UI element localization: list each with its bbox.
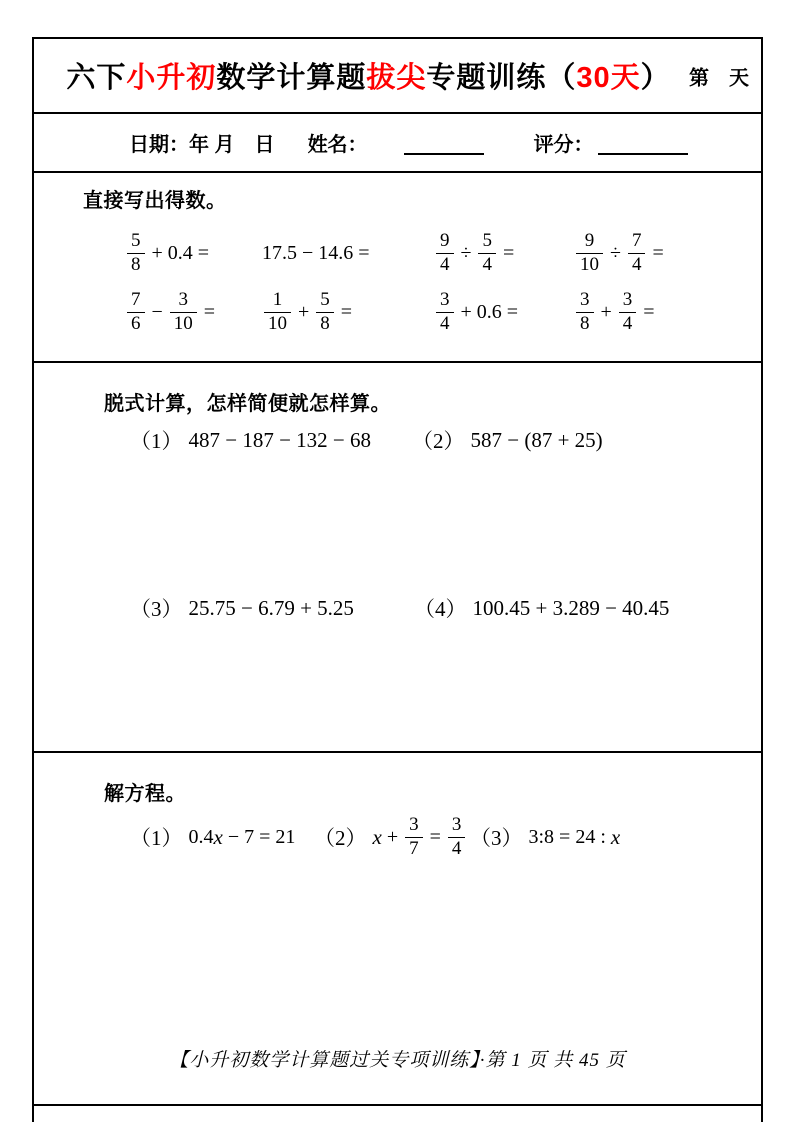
fraction: $\frac{3}{4}$	[436, 290, 454, 334]
title-row	[34, 39, 761, 114]
oral-expression	[574, 225, 664, 281]
problem-expression	[473, 596, 670, 621]
math-text: =	[638, 300, 655, 323]
problem-expression	[189, 825, 296, 850]
problem-expression	[189, 596, 354, 621]
oral-expression	[574, 284, 655, 340]
section-oral-calculation	[34, 173, 761, 363]
score-label: 评分：	[533, 134, 594, 156]
fraction: $\frac{5}{8}$	[316, 290, 334, 334]
score-blank-line	[598, 153, 688, 155]
title-segment: 专题训练（	[426, 62, 577, 94]
problem-expression	[471, 428, 603, 453]
title-segment: ）	[640, 62, 671, 94]
problem-number: （1）	[130, 826, 183, 850]
title-segment: 拔尖	[366, 62, 427, 94]
math-text: 25.75 − 6.79 + 5.25	[188, 595, 354, 620]
problem-expression	[373, 815, 468, 859]
fraction: $\frac{7}{6}$	[127, 290, 145, 334]
day-number-blank: 第 天	[689, 67, 749, 89]
oral-expression	[125, 284, 215, 340]
math-text: 0.4	[188, 825, 214, 848]
date-label: 日期：年 月 日	[129, 134, 275, 156]
math-text: =	[335, 300, 353, 323]
fraction: $\frac{3}{10}$	[170, 290, 197, 334]
problem-number: （3）	[130, 597, 183, 621]
written-problem	[414, 593, 669, 623]
written-problem	[130, 425, 371, 455]
math-text: 587 − (87 + 25)	[470, 427, 603, 452]
problem-number: （1）	[130, 429, 183, 453]
fraction: $\frac{3}{4}$	[448, 815, 466, 859]
problem-number: （2）	[314, 826, 367, 850]
title-segment: 小升初	[126, 62, 217, 94]
name-blank-line	[404, 153, 484, 155]
title-segment: 六下	[66, 62, 127, 94]
equation-problem	[314, 807, 467, 867]
info-bar	[34, 114, 761, 173]
fraction: $\frac{5}{8}$	[127, 231, 145, 275]
section-written-calculation	[34, 363, 761, 753]
math-text: =	[647, 241, 664, 264]
page-title	[34, 55, 761, 96]
problem-number: （2）	[412, 429, 465, 453]
fraction: $\frac{9}{10}$	[576, 231, 603, 275]
problem-number: （3）	[470, 826, 523, 850]
page-footer: 【小升初数学计算题过关专项训练】·第 1 页 共 45 页	[169, 1050, 626, 1071]
math-text: 100.45 + 3.289 − 40.45	[472, 595, 670, 620]
worksheet-border-box	[32, 37, 763, 1122]
written-problem	[130, 593, 354, 623]
written-problem	[412, 425, 603, 455]
section-oral-title: 直接写出得数。	[83, 190, 227, 212]
name-label: 姓名：	[307, 134, 368, 156]
math-text: −	[146, 300, 168, 323]
oral-expression	[262, 225, 370, 281]
math-text: +	[293, 300, 315, 323]
fraction: $\frac{3}{4}$	[619, 290, 637, 334]
fraction: $\frac{3}{8}$	[576, 290, 594, 334]
title-segment: 数学计算题	[216, 62, 367, 94]
oral-expression	[434, 225, 514, 281]
equation-problem	[470, 807, 620, 867]
math-text: 3:8 = 24 :	[528, 825, 611, 848]
math-text: =	[198, 300, 216, 323]
math-variable: x	[372, 824, 382, 849]
math-text: − 7 = 21	[222, 825, 296, 848]
equation-problem	[130, 807, 295, 867]
fraction: $\frac{1}{10}$	[264, 290, 291, 334]
math-text: +	[595, 300, 617, 323]
math-variable: x	[213, 824, 223, 849]
oral-expression	[434, 284, 518, 340]
fraction: $\frac{7}{4}$	[628, 231, 646, 275]
section-solve-equations	[34, 753, 761, 1106]
math-text: + 0.6 =	[455, 300, 519, 323]
problem-expression	[529, 825, 621, 850]
title-segment: 30天	[576, 62, 641, 94]
math-text: ÷	[605, 241, 626, 264]
oral-expression	[262, 284, 352, 340]
math-text: ÷	[455, 241, 477, 264]
problem-expression	[189, 428, 372, 453]
problem-number: （4）	[414, 597, 467, 621]
border-stub	[34, 1106, 761, 1121]
math-variable: x	[610, 824, 621, 849]
section-written-title: 脱式计算，怎样简便就怎样算。	[104, 393, 391, 415]
oral-expression	[125, 225, 209, 281]
math-text: =	[497, 241, 515, 264]
fraction: $\frac{3}{7}$	[405, 815, 423, 859]
section-equations-title: 解方程。	[104, 783, 186, 805]
math-text: 487 − 187 − 132 − 68	[188, 427, 372, 452]
math-text: +	[381, 825, 404, 848]
math-text: =	[424, 825, 446, 848]
math-text: 17.5 − 14.6 =	[262, 241, 370, 264]
fraction: $\frac{5}{4}$	[478, 231, 496, 275]
math-text: + 0.4 =	[146, 241, 210, 264]
fraction: $\frac{9}{4}$	[436, 231, 454, 275]
